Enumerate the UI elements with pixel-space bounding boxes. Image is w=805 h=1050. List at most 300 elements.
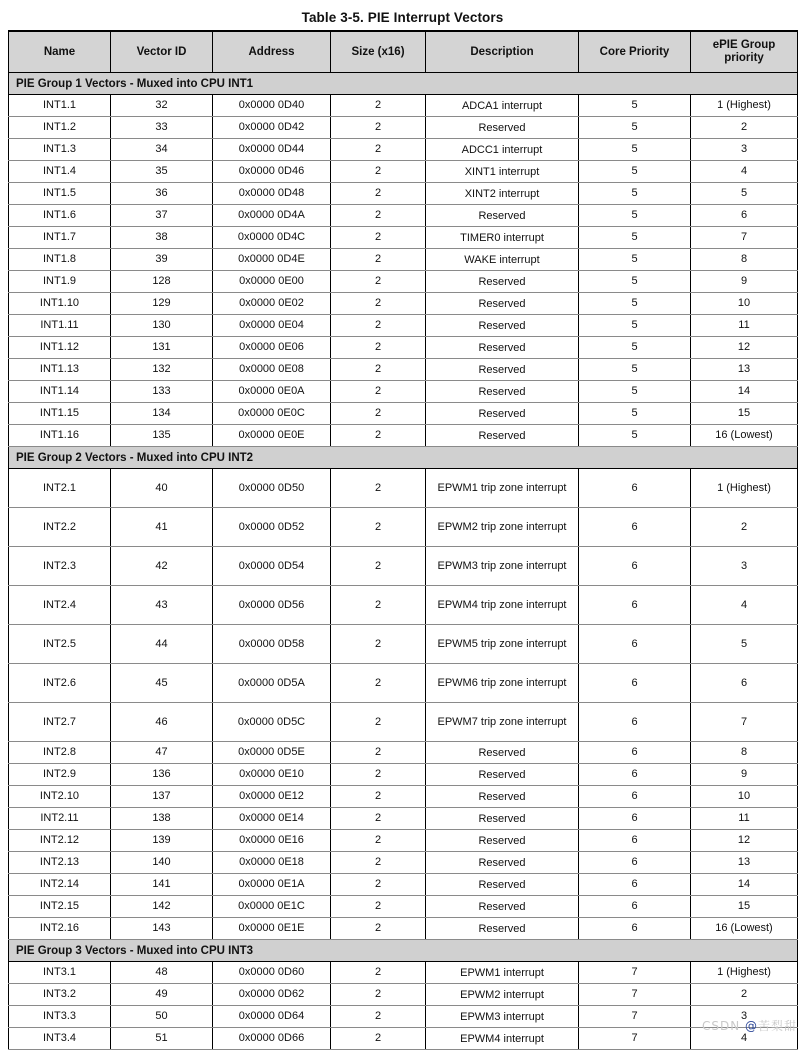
cell-address: 0x0000 0E12	[213, 786, 331, 808]
table-row	[9, 469, 798, 508]
cell-name: INT1.11	[9, 315, 111, 337]
cell-name: INT1.12	[9, 337, 111, 359]
cell-size: 2	[331, 1028, 426, 1050]
cell-description: EPWM1 interrupt	[426, 962, 579, 984]
cell-address: 0x0000 0E08	[213, 359, 331, 381]
pie-interrupt-vectors-table	[8, 30, 798, 1050]
cell-core-priority: 5	[579, 249, 691, 271]
table-row	[9, 403, 798, 425]
cell-epie-group-priority: 1 (Highest)	[691, 962, 798, 984]
cell-name: INT1.15	[9, 403, 111, 425]
cell-core-priority: 5	[579, 381, 691, 403]
cell-vector-id: 34	[111, 139, 213, 161]
cell-core-priority: 5	[579, 315, 691, 337]
cell-address: 0x0000 0E16	[213, 830, 331, 852]
cell-core-priority: 7	[579, 984, 691, 1006]
cell-size: 2	[331, 786, 426, 808]
cell-epie-group-priority: 6	[691, 205, 798, 227]
cell-size: 2	[331, 703, 426, 742]
cell-vector-id: 32	[111, 95, 213, 117]
cell-description: EPWM2 interrupt	[426, 984, 579, 1006]
cell-size: 2	[331, 249, 426, 271]
cell-address: 0x0000 0D42	[213, 117, 331, 139]
cell-vector-id: 49	[111, 984, 213, 1006]
pie-interrupt-vectors-table-wrapper	[8, 30, 797, 1050]
cell-address: 0x0000 0E18	[213, 852, 331, 874]
cell-description: Reserved	[426, 205, 579, 227]
cell-description: EPWM4 trip zone interrupt	[426, 586, 579, 625]
cell-core-priority: 6	[579, 918, 691, 940]
cell-name: INT1.13	[9, 359, 111, 381]
cell-description: EPWM3 interrupt	[426, 1006, 579, 1028]
cell-epie-group-priority: 14	[691, 874, 798, 896]
cell-description: Reserved	[426, 315, 579, 337]
column-header-epie-group-priority: ePIE Group priority	[691, 31, 798, 73]
table-row	[9, 117, 798, 139]
cell-core-priority: 6	[579, 703, 691, 742]
cell-vector-id: 33	[111, 117, 213, 139]
cell-epie-group-priority: 5	[691, 183, 798, 205]
cell-description: TIMER0 interrupt	[426, 227, 579, 249]
cell-core-priority: 6	[579, 508, 691, 547]
cell-vector-id: 128	[111, 271, 213, 293]
cell-description: Reserved	[426, 764, 579, 786]
cell-description: Reserved	[426, 742, 579, 764]
table-group-header-row	[9, 73, 798, 95]
cell-name: INT1.3	[9, 139, 111, 161]
cell-size: 2	[331, 962, 426, 984]
cell-address: 0x0000 0D60	[213, 962, 331, 984]
cell-vector-id: 51	[111, 1028, 213, 1050]
cell-vector-id: 143	[111, 918, 213, 940]
cell-description: Reserved	[426, 852, 579, 874]
cell-name: INT2.6	[9, 664, 111, 703]
cell-size: 2	[331, 508, 426, 547]
table-group-label: PIE Group 3 Vectors - Muxed into CPU INT3	[9, 940, 798, 962]
cell-epie-group-priority: 12	[691, 337, 798, 359]
cell-address: 0x0000 0E10	[213, 764, 331, 786]
cell-address: 0x0000 0E06	[213, 337, 331, 359]
cell-core-priority: 5	[579, 161, 691, 183]
cell-description: Reserved	[426, 381, 579, 403]
cell-address: 0x0000 0E0C	[213, 403, 331, 425]
cell-core-priority: 6	[579, 586, 691, 625]
cell-name: INT2.4	[9, 586, 111, 625]
table-row	[9, 139, 798, 161]
cell-description: Reserved	[426, 830, 579, 852]
cell-address: 0x0000 0E0A	[213, 381, 331, 403]
cell-name: INT2.10	[9, 786, 111, 808]
cell-description: Reserved	[426, 293, 579, 315]
cell-name: INT2.14	[9, 874, 111, 896]
cell-epie-group-priority: 2	[691, 508, 798, 547]
cell-name: INT1.5	[9, 183, 111, 205]
table-row	[9, 227, 798, 249]
cell-name: INT1.7	[9, 227, 111, 249]
cell-size: 2	[331, 830, 426, 852]
cell-description: Reserved	[426, 403, 579, 425]
cell-name: INT2.9	[9, 764, 111, 786]
table-row	[9, 703, 798, 742]
table-group-label: PIE Group 1 Vectors - Muxed into CPU INT1	[9, 73, 798, 95]
cell-epie-group-priority: 9	[691, 764, 798, 786]
cell-epie-group-priority: 11	[691, 808, 798, 830]
cell-vector-id: 135	[111, 425, 213, 447]
cell-epie-group-priority: 7	[691, 703, 798, 742]
cell-vector-id: 37	[111, 205, 213, 227]
cell-size: 2	[331, 742, 426, 764]
cell-name: INT1.16	[9, 425, 111, 447]
cell-address: 0x0000 0D4C	[213, 227, 331, 249]
cell-name: INT3.4	[9, 1028, 111, 1050]
table-row	[9, 161, 798, 183]
cell-description: Reserved	[426, 808, 579, 830]
cell-core-priority: 6	[579, 808, 691, 830]
cell-size: 2	[331, 625, 426, 664]
table-row	[9, 586, 798, 625]
cell-epie-group-priority: 5	[691, 625, 798, 664]
cell-core-priority: 5	[579, 139, 691, 161]
cell-description: XINT1 interrupt	[426, 161, 579, 183]
cell-description: Reserved	[426, 425, 579, 447]
cell-address: 0x0000 0D58	[213, 625, 331, 664]
cell-epie-group-priority: 4	[691, 586, 798, 625]
cell-size: 2	[331, 315, 426, 337]
cell-description: XINT2 interrupt	[426, 183, 579, 205]
table-row	[9, 1006, 798, 1028]
cell-size: 2	[331, 227, 426, 249]
cell-size: 2	[331, 1006, 426, 1028]
cell-address: 0x0000 0D5E	[213, 742, 331, 764]
column-header-name: Name	[9, 31, 111, 73]
cell-core-priority: 5	[579, 359, 691, 381]
cell-address: 0x0000 0E0E	[213, 425, 331, 447]
cell-name: INT1.2	[9, 117, 111, 139]
cell-vector-id: 129	[111, 293, 213, 315]
cell-core-priority: 5	[579, 337, 691, 359]
cell-epie-group-priority: 8	[691, 249, 798, 271]
cell-vector-id: 132	[111, 359, 213, 381]
page-title: Table 3-5. PIE Interrupt Vectors	[301, 10, 504, 25]
cell-epie-group-priority: 9	[691, 271, 798, 293]
cell-address: 0x0000 0D5A	[213, 664, 331, 703]
cell-size: 2	[331, 547, 426, 586]
cell-size: 2	[331, 117, 426, 139]
cell-name: INT2.1	[9, 469, 111, 508]
cell-size: 2	[331, 918, 426, 940]
cell-vector-id: 137	[111, 786, 213, 808]
cell-vector-id: 46	[111, 703, 213, 742]
table-row	[9, 874, 798, 896]
table-row	[9, 962, 798, 984]
cell-core-priority: 6	[579, 786, 691, 808]
cell-size: 2	[331, 381, 426, 403]
cell-vector-id: 45	[111, 664, 213, 703]
table-row	[9, 786, 798, 808]
cell-address: 0x0000 0D5C	[213, 703, 331, 742]
cell-description: Reserved	[426, 359, 579, 381]
cell-epie-group-priority: 1 (Highest)	[691, 469, 798, 508]
table-row	[9, 425, 798, 447]
cell-vector-id: 36	[111, 183, 213, 205]
cell-description: Reserved	[426, 896, 579, 918]
cell-size: 2	[331, 205, 426, 227]
cell-epie-group-priority: 15	[691, 403, 798, 425]
cell-core-priority: 7	[579, 1028, 691, 1050]
cell-name: INT3.2	[9, 984, 111, 1006]
cell-name: INT2.3	[9, 547, 111, 586]
cell-core-priority: 7	[579, 962, 691, 984]
cell-address: 0x0000 0E04	[213, 315, 331, 337]
cell-description: EPWM2 trip zone interrupt	[426, 508, 579, 547]
cell-epie-group-priority: 3	[691, 1006, 798, 1028]
cell-vector-id: 40	[111, 469, 213, 508]
cell-epie-group-priority: 4	[691, 161, 798, 183]
cell-epie-group-priority: 8	[691, 742, 798, 764]
cell-epie-group-priority: 7	[691, 227, 798, 249]
cell-name: INT2.12	[9, 830, 111, 852]
cell-vector-id: 142	[111, 896, 213, 918]
table-row	[9, 852, 798, 874]
cell-name: INT2.13	[9, 852, 111, 874]
cell-address: 0x0000 0E1E	[213, 918, 331, 940]
watermark-prefix: CSDN	[701, 1019, 745, 1033]
cell-epie-group-priority: 15	[691, 896, 798, 918]
cell-name: INT3.1	[9, 962, 111, 984]
table-body	[9, 73, 798, 1050]
cell-description: ADCC1 interrupt	[426, 139, 579, 161]
table-row	[9, 293, 798, 315]
cell-name: INT2.11	[9, 808, 111, 830]
table-row	[9, 808, 798, 830]
table-row	[9, 764, 798, 786]
table-group-header-row	[9, 940, 798, 962]
cell-description: EPWM7 trip zone interrupt	[426, 703, 579, 742]
cell-size: 2	[331, 183, 426, 205]
cell-size: 2	[331, 586, 426, 625]
cell-name: INT3.3	[9, 1006, 111, 1028]
cell-vector-id: 44	[111, 625, 213, 664]
cell-vector-id: 42	[111, 547, 213, 586]
table-row	[9, 742, 798, 764]
cell-vector-id: 38	[111, 227, 213, 249]
cell-vector-id: 131	[111, 337, 213, 359]
cell-size: 2	[331, 896, 426, 918]
cell-name: INT1.6	[9, 205, 111, 227]
cell-epie-group-priority: 4	[691, 1028, 798, 1050]
cell-size: 2	[331, 271, 426, 293]
cell-name: INT2.8	[9, 742, 111, 764]
cell-description: ADCA1 interrupt	[426, 95, 579, 117]
table-row	[9, 508, 798, 547]
cell-core-priority: 7	[579, 1006, 691, 1028]
cell-description: Reserved	[426, 337, 579, 359]
cell-epie-group-priority: 16 (Lowest)	[691, 918, 798, 940]
table-row	[9, 95, 798, 117]
cell-core-priority: 5	[579, 95, 691, 117]
cell-address: 0x0000 0D54	[213, 547, 331, 586]
cell-description: EPWM3 trip zone interrupt	[426, 547, 579, 586]
cell-core-priority: 6	[579, 764, 691, 786]
cell-vector-id: 50	[111, 1006, 213, 1028]
cell-core-priority: 5	[579, 403, 691, 425]
cell-size: 2	[331, 984, 426, 1006]
table-row	[9, 337, 798, 359]
cell-address: 0x0000 0D4E	[213, 249, 331, 271]
cell-address: 0x0000 0D44	[213, 139, 331, 161]
cell-size: 2	[331, 874, 426, 896]
cell-core-priority: 5	[579, 227, 691, 249]
cell-core-priority: 6	[579, 625, 691, 664]
cell-epie-group-priority: 1 (Highest)	[691, 95, 798, 117]
cell-size: 2	[331, 469, 426, 508]
cell-core-priority: 5	[579, 425, 691, 447]
column-header-vector-id: Vector ID	[111, 31, 213, 73]
cell-epie-group-priority: 10	[691, 293, 798, 315]
cell-vector-id: 41	[111, 508, 213, 547]
cell-name: INT1.10	[9, 293, 111, 315]
table-row	[9, 315, 798, 337]
table-group-label: PIE Group 2 Vectors - Muxed into CPU INT2	[9, 447, 798, 469]
cell-epie-group-priority: 3	[691, 139, 798, 161]
cell-vector-id: 130	[111, 315, 213, 337]
cell-vector-id: 35	[111, 161, 213, 183]
cell-core-priority: 5	[579, 117, 691, 139]
table-row	[9, 896, 798, 918]
table-group-header-row	[9, 447, 798, 469]
cell-vector-id: 43	[111, 586, 213, 625]
table-row	[9, 625, 798, 664]
cell-address: 0x0000 0D52	[213, 508, 331, 547]
cell-address: 0x0000 0D46	[213, 161, 331, 183]
cell-vector-id: 134	[111, 403, 213, 425]
cell-core-priority: 6	[579, 896, 691, 918]
cell-name: INT2.15	[9, 896, 111, 918]
cell-address: 0x0000 0E1C	[213, 896, 331, 918]
cell-name: INT1.1	[9, 95, 111, 117]
table-row	[9, 359, 798, 381]
cell-size: 2	[331, 293, 426, 315]
cell-address: 0x0000 0E00	[213, 271, 331, 293]
table-header-row	[9, 31, 798, 73]
cell-epie-group-priority: 12	[691, 830, 798, 852]
cell-size: 2	[331, 139, 426, 161]
cell-epie-group-priority: 10	[691, 786, 798, 808]
cell-description: EPWM5 trip zone interrupt	[426, 625, 579, 664]
cell-name: INT1.9	[9, 271, 111, 293]
cell-size: 2	[331, 95, 426, 117]
cell-epie-group-priority: 13	[691, 359, 798, 381]
cell-core-priority: 6	[579, 664, 691, 703]
cell-size: 2	[331, 161, 426, 183]
table-row	[9, 381, 798, 403]
watermark-at-icon: @	[744, 1019, 758, 1033]
cell-core-priority: 6	[579, 742, 691, 764]
cell-core-priority: 6	[579, 852, 691, 874]
cell-description: EPWM4 interrupt	[426, 1028, 579, 1050]
cell-address: 0x0000 0D4A	[213, 205, 331, 227]
cell-epie-group-priority: 2	[691, 117, 798, 139]
cell-name: INT1.4	[9, 161, 111, 183]
table-row	[9, 183, 798, 205]
cell-name: INT2.2	[9, 508, 111, 547]
cell-vector-id: 136	[111, 764, 213, 786]
table-row	[9, 271, 798, 293]
cell-epie-group-priority: 6	[691, 664, 798, 703]
cell-size: 2	[331, 764, 426, 786]
table-row	[9, 547, 798, 586]
column-header-size: Size (x16)	[331, 31, 426, 73]
cell-address: 0x0000 0D50	[213, 469, 331, 508]
cell-address: 0x0000 0D56	[213, 586, 331, 625]
cell-name: INT2.7	[9, 703, 111, 742]
cell-core-priority: 5	[579, 183, 691, 205]
cell-name: INT2.16	[9, 918, 111, 940]
cell-size: 2	[331, 808, 426, 830]
cell-address: 0x0000 0E14	[213, 808, 331, 830]
table-row	[9, 918, 798, 940]
cell-name: INT1.14	[9, 381, 111, 403]
cell-vector-id: 138	[111, 808, 213, 830]
cell-description: Reserved	[426, 786, 579, 808]
cell-address: 0x0000 0D66	[213, 1028, 331, 1050]
cell-vector-id: 141	[111, 874, 213, 896]
cell-epie-group-priority: 14	[691, 381, 798, 403]
cell-address: 0x0000 0D62	[213, 984, 331, 1006]
cell-epie-group-priority: 16 (Lowest)	[691, 425, 798, 447]
cell-description: WAKE interrupt	[426, 249, 579, 271]
cell-core-priority: 5	[579, 293, 691, 315]
cell-vector-id: 139	[111, 830, 213, 852]
cell-vector-id: 133	[111, 381, 213, 403]
cell-size: 2	[331, 425, 426, 447]
cell-address: 0x0000 0E1A	[213, 874, 331, 896]
cell-core-priority: 6	[579, 547, 691, 586]
column-header-description: Description	[426, 31, 579, 73]
cell-vector-id: 140	[111, 852, 213, 874]
table-row	[9, 830, 798, 852]
cell-name: INT2.5	[9, 625, 111, 664]
cell-epie-group-priority: 13	[691, 852, 798, 874]
column-header-core-priority: Core Priority	[579, 31, 691, 73]
cell-vector-id: 47	[111, 742, 213, 764]
table-row	[9, 664, 798, 703]
table-row	[9, 205, 798, 227]
cell-vector-id: 48	[111, 962, 213, 984]
cell-address: 0x0000 0D48	[213, 183, 331, 205]
cell-core-priority: 6	[579, 469, 691, 508]
cell-core-priority: 5	[579, 205, 691, 227]
cell-name: INT1.8	[9, 249, 111, 271]
cell-description: EPWM6 trip zone interrupt	[426, 664, 579, 703]
cell-core-priority: 5	[579, 271, 691, 293]
cell-address: 0x0000 0D64	[213, 1006, 331, 1028]
table-row	[9, 249, 798, 271]
cell-description: Reserved	[426, 918, 579, 940]
cell-epie-group-priority: 2	[691, 984, 798, 1006]
cell-epie-group-priority: 11	[691, 315, 798, 337]
cell-size: 2	[331, 337, 426, 359]
cell-size: 2	[331, 403, 426, 425]
cell-size: 2	[331, 664, 426, 703]
cell-vector-id: 39	[111, 249, 213, 271]
cell-size: 2	[331, 359, 426, 381]
cell-address: 0x0000 0D40	[213, 95, 331, 117]
cell-address: 0x0000 0E02	[213, 293, 331, 315]
watermark-handle: 苦梨甜	[757, 1019, 797, 1033]
table-row	[9, 1028, 798, 1050]
cell-core-priority: 6	[579, 874, 691, 896]
